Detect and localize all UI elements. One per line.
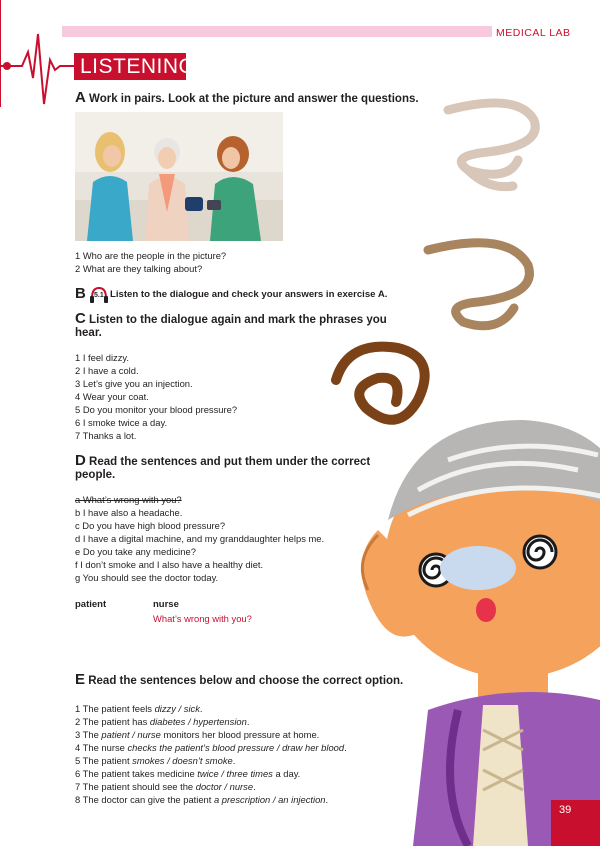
exercise-d-item: g You should see the doctor today. (75, 572, 219, 583)
exercise-d-item-example: a What’s wrong with you? (75, 494, 182, 505)
exercise-a-question: 1 Who are the people in the picture? (75, 250, 227, 261)
exercise-c-instruction-cont: hear. (75, 327, 102, 339)
exercise-d-item: d I have a digital machine, and my granddaughter helps me. (75, 533, 325, 544)
nurse-example-answer: What’s wrong with you? (153, 613, 252, 624)
nurse-patient-photo (75, 112, 283, 241)
exercise-e-item[interactable]: 3 The patient / nurse monitors her blood pressure at home. (75, 729, 320, 740)
exercise-c-item[interactable]: 7 Thanks a lot. (75, 430, 137, 441)
exercise-d-instruction: D Read the sentences and put them under the correct (75, 452, 371, 469)
section-title: LISTENING (74, 53, 186, 80)
exercise-d-instruction-cont: people. (75, 469, 116, 481)
exercise-b-instruction: Listen to the dialogue and check your answers in exercise A. (110, 289, 388, 300)
column-nurse: nurse (153, 599, 179, 610)
exercise-d-item: e Do you take any medicine? (75, 546, 196, 557)
dizzy-woman-illustration (318, 90, 600, 846)
exercise-d-item: f I don’t smoke and I also have a healthy diet. (75, 559, 264, 570)
exercise-c-item[interactable]: 3 Let’s give you an injection. (75, 378, 193, 389)
page-number: 39 (551, 800, 600, 846)
exercise-c-item[interactable]: 2 I have a cold. (75, 365, 139, 376)
exercise-e-item[interactable]: 8 The doctor can give the patient a prescription / an injection. (75, 794, 329, 805)
header-band (62, 26, 492, 37)
unit-tag: MEDICAL LAB (496, 27, 571, 39)
exercise-c-item[interactable]: 5 Do you monitor your blood pressure? (75, 404, 238, 415)
exercise-c-instruction: C Listen to the dialogue again and mark the phrases you (75, 310, 387, 327)
exercise-e-item[interactable]: 7 The patient should see the doctor / nurse. (75, 781, 256, 792)
exercise-e-item[interactable]: 5 The patient smokes / doesn’t smoke. (75, 755, 236, 766)
exercise-b-letter: B (75, 285, 86, 302)
track-number: 5.1 (94, 292, 104, 299)
exercise-d-item: c Do you have high blood pressure? (75, 520, 226, 531)
column-patient: patient (75, 599, 107, 610)
exercise-e-item[interactable]: 1 The patient feels dizzy / sick. (75, 703, 203, 714)
heartbeat-icon (0, 30, 80, 110)
headphones-icon[interactable] (89, 286, 109, 304)
exercise-e-instruction: E Read the sentences below and choose the correct option. (75, 671, 404, 688)
exercise-e-item[interactable]: 6 The patient takes medicine twice / three times a day. (75, 768, 301, 779)
exercise-c-item[interactable]: 6 I smoke twice a day. (75, 417, 168, 428)
exercise-d-item: b I have also a headache. (75, 507, 183, 518)
exercise-c-item[interactable]: 4 Wear your coat. (75, 391, 149, 402)
exercise-e-item[interactable]: 4 The nurse checks the patient’s blood pressure / draw her blood. (75, 742, 347, 753)
exercise-e-item[interactable]: 2 The patient has diabetes / hypertension. (75, 716, 250, 727)
exercise-c-item[interactable]: 1 I feel dizzy. (75, 352, 130, 363)
exercise-a-question: 2 What are they talking about? (75, 263, 203, 274)
exercise-a-instruction: A Work in pairs. Look at the picture and answer the questions. (75, 89, 419, 106)
